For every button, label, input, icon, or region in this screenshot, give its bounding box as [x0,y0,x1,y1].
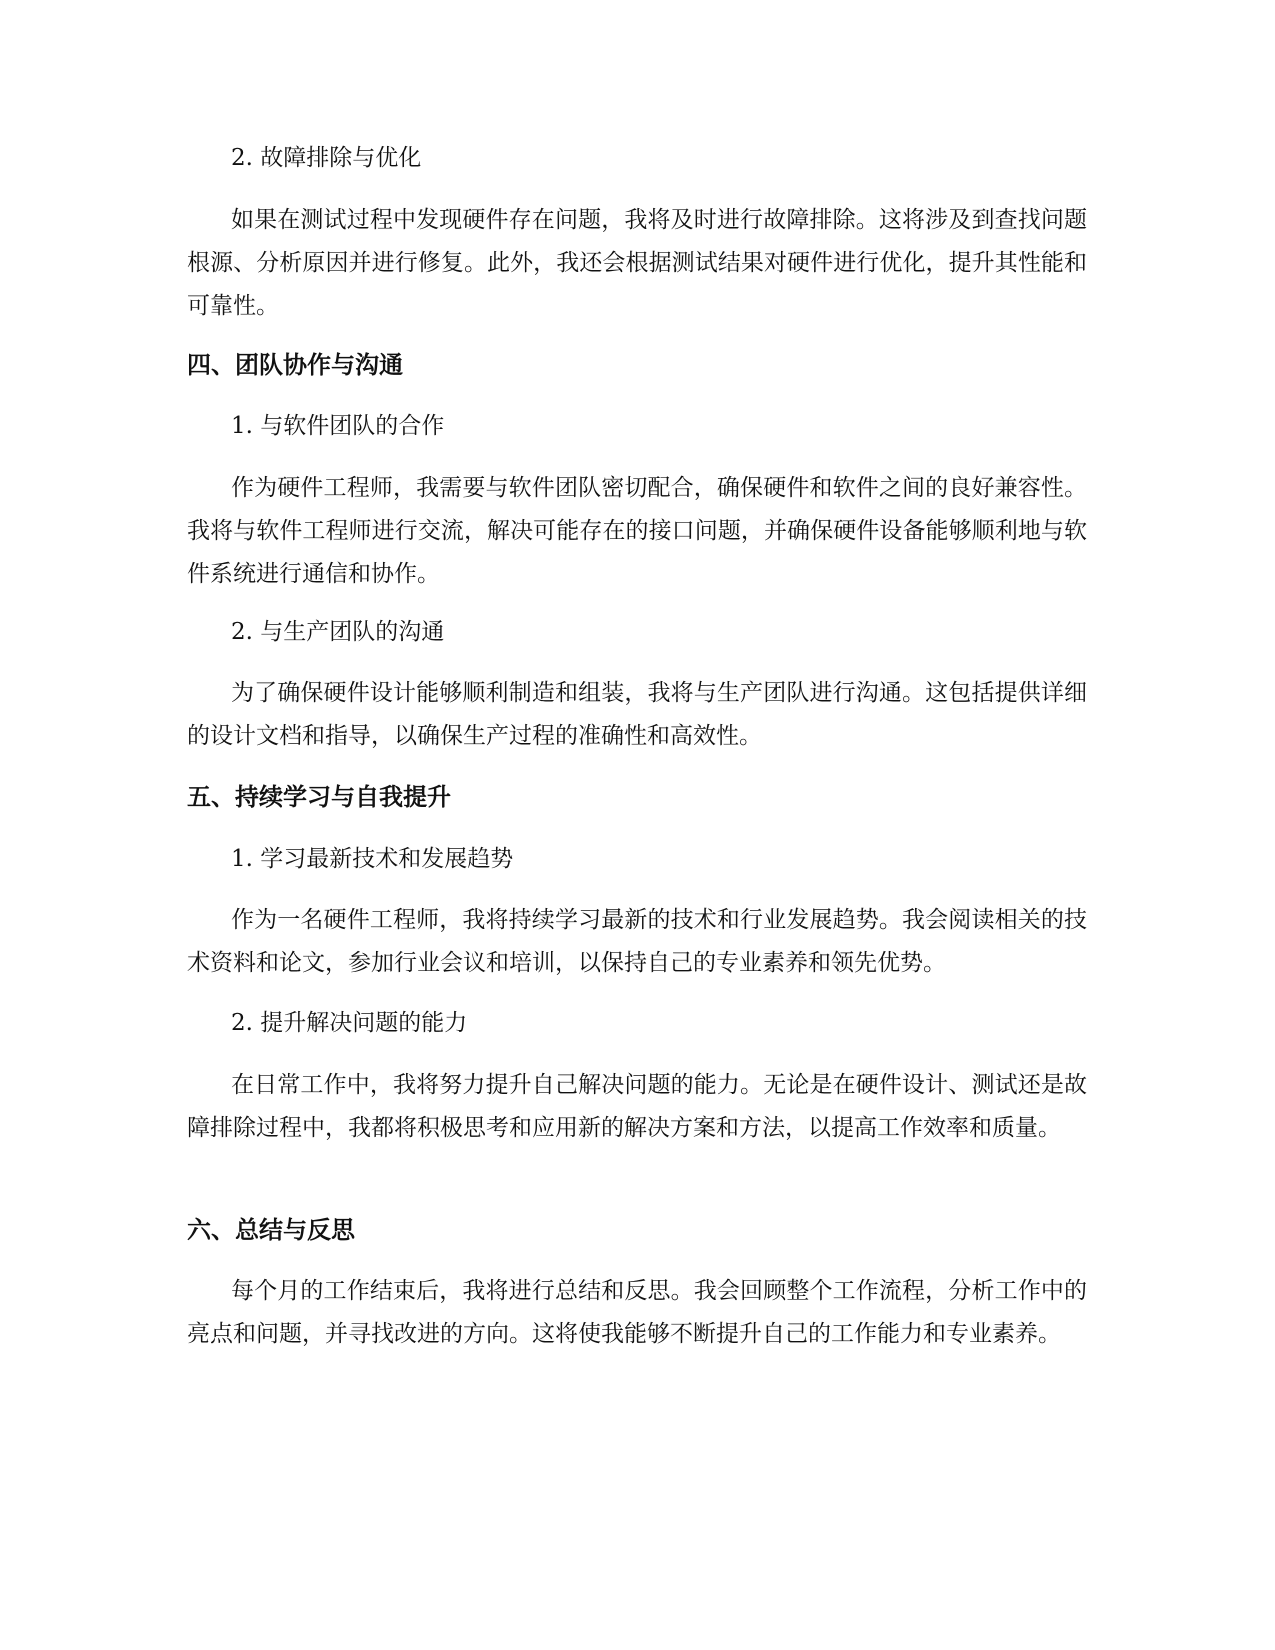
paragraph-new-tech: 作为一名硬件工程师，我将持续学习最新的技术和行业发展趋势。我会阅读相关的技术资料和论文，参加行业会议和培训，以保持自己的专业素养和领先优势。 [187,907,1087,976]
paragraph-troubleshooting: 如果在测试过程中发现硬件存在问题，我将及时进行故障排除。这将涉及到查找问题根源、分析原因并进行修复。此外，我还会根据测试结果对硬件进行优化，提升其性能和可靠性。 [187,207,1087,319]
subsection-title-software-team: 1. 与软件团队的合作 [231,413,445,439]
section-heading-learning: 五、持续学习与自我提升 [187,783,451,811]
subsection-title-troubleshooting: 2. 故障排除与优化 [231,145,422,171]
subsection-title-new-tech: 1. 学习最新技术和发展趋势 [231,846,514,872]
paragraph-production-team: 为了确保硬件设计能够顺利制造和组装，我将与生产团队进行沟通。这包括提供详细的设计文档和指导，以确保生产过程的准确性和高效性。 [187,680,1087,749]
paragraph-software-team: 作为硬件工程师，我需要与软件团队密切配合，确保硬件和软件之间的良好兼容性。我将与软件工程师进行交流，解决可能存在的接口问题，并确保硬件设备能够顺利地与软件系统进行通信和协作。 [187,475,1087,587]
section-heading-summary: 六、总结与反思 [187,1216,355,1244]
subsection-title-problem-solving: 2. 提升解决问题的能力 [231,1010,468,1036]
paragraph-summary: 每个月的工作结束后，我将进行总结和反思。我会回顾整个工作流程，分析工作中的亮点和问题，并寻找改进的方向。这将使我能够不断提升自己的工作能力和专业素养。 [187,1278,1087,1347]
subsection-title-production-team: 2. 与生产团队的沟通 [231,619,445,645]
paragraph-problem-solving: 在日常工作中，我将努力提升自己解决问题的能力。无论是在硬件设计、测试还是故障排除过程中，我都将积极思考和应用新的解决方案和方法，以提高工作效率和质量。 [187,1072,1087,1141]
section-heading-teamwork: 四、团队协作与沟通 [187,351,403,379]
